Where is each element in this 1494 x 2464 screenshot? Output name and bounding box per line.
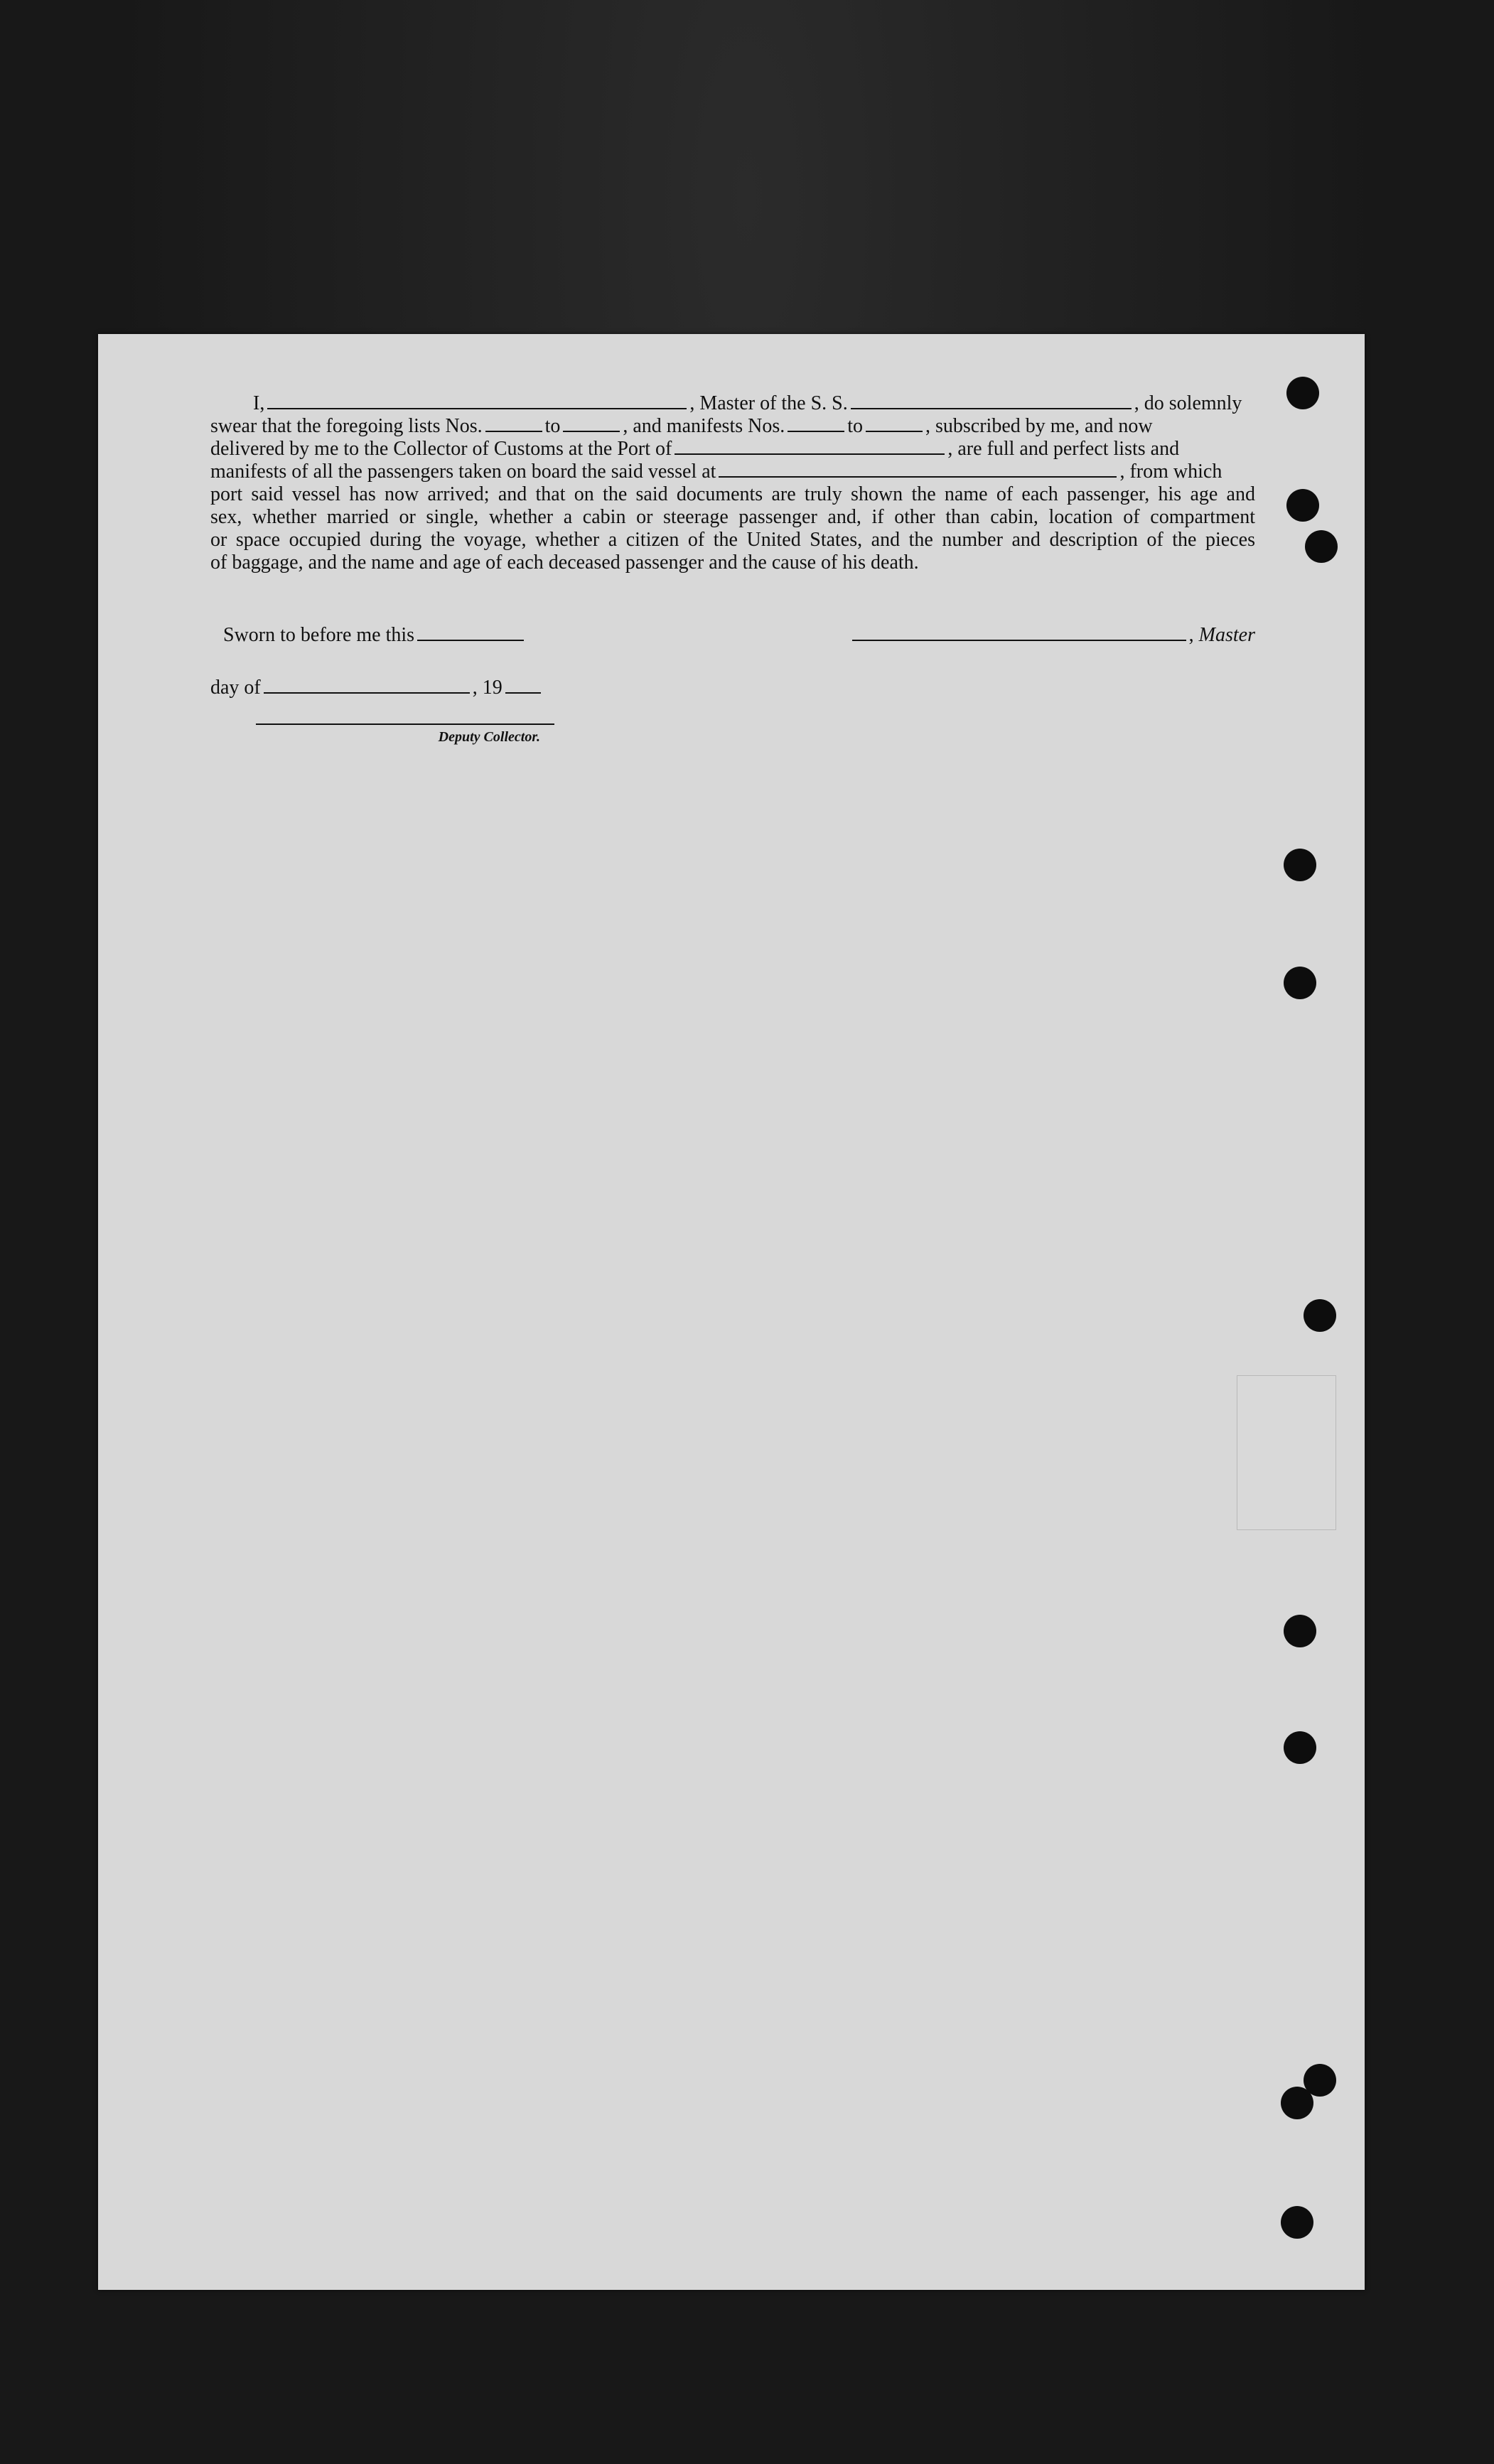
oath-line-7: or space occupied during the voyage, whether a citizen of the United States, and the number and description of the pieces	[210, 529, 1255, 551]
year-blank[interactable]	[505, 677, 541, 694]
oath-paragraph	[210, 392, 1255, 574]
punch-hole	[1304, 1299, 1336, 1332]
punch-hole	[1281, 2206, 1313, 2239]
lists-from-blank[interactable]	[485, 415, 542, 432]
punch-hole	[1284, 1731, 1316, 1764]
boarding-port-blank[interactable]	[719, 461, 1117, 478]
day-blank[interactable]	[264, 677, 470, 694]
deputy-collector-signature: Deputy Collector.	[256, 723, 554, 746]
sworn-date-blank[interactable]	[417, 624, 524, 641]
punch-hole	[1286, 377, 1319, 409]
sworn-text: Sworn to before me this	[223, 624, 527, 647]
ship-name-blank[interactable]	[851, 392, 1132, 409]
master-signature: , Master	[849, 624, 1255, 647]
punch-hole	[1281, 2087, 1313, 2119]
oath-line-2: swear that the foregoing lists Nos. to , and manifests Nos. to , subscribed by me, and now	[210, 415, 1153, 437]
punch-hole	[1284, 967, 1316, 999]
manifests-to-blank[interactable]	[866, 415, 923, 432]
oath-line-8: of baggage, and the name and age of each deceased passenger and the cause of his death.	[210, 552, 919, 574]
manifests-from-blank[interactable]	[788, 415, 844, 432]
punch-hole	[1305, 530, 1338, 563]
day-of-row: day of , 19	[210, 677, 544, 699]
punch-hole	[1284, 1615, 1316, 1647]
punch-hole	[1284, 849, 1316, 881]
oath-line-1: I, , Master of the S. S. , do solemnly	[253, 392, 1242, 414]
master-signature-blank[interactable]	[852, 624, 1186, 641]
oath-line-5: port said vessel has now arrived; and that on the said documents are truly shown the name of each passenger, his age and	[210, 483, 1255, 505]
punch-hole	[1286, 489, 1319, 522]
faint-stamp	[1237, 1375, 1336, 1530]
lists-to-blank[interactable]	[563, 415, 620, 432]
document-page	[98, 334, 1365, 2290]
master-name-blank[interactable]	[267, 392, 687, 409]
oath-line-6: sex, whether married or single, whether a cabin or steerage passenger and, if other than cabin, location of compartment	[210, 506, 1255, 528]
oath-line-3: delivered by me to the Collector of Customs at the Port of , are full and perfect lists and	[210, 438, 1180, 460]
oath-line-4: manifests of all the passengers taken on board the said vessel at , from which	[210, 461, 1222, 483]
port-blank[interactable]	[675, 438, 945, 455]
deputy-signature-line[interactable]	[256, 723, 554, 725]
